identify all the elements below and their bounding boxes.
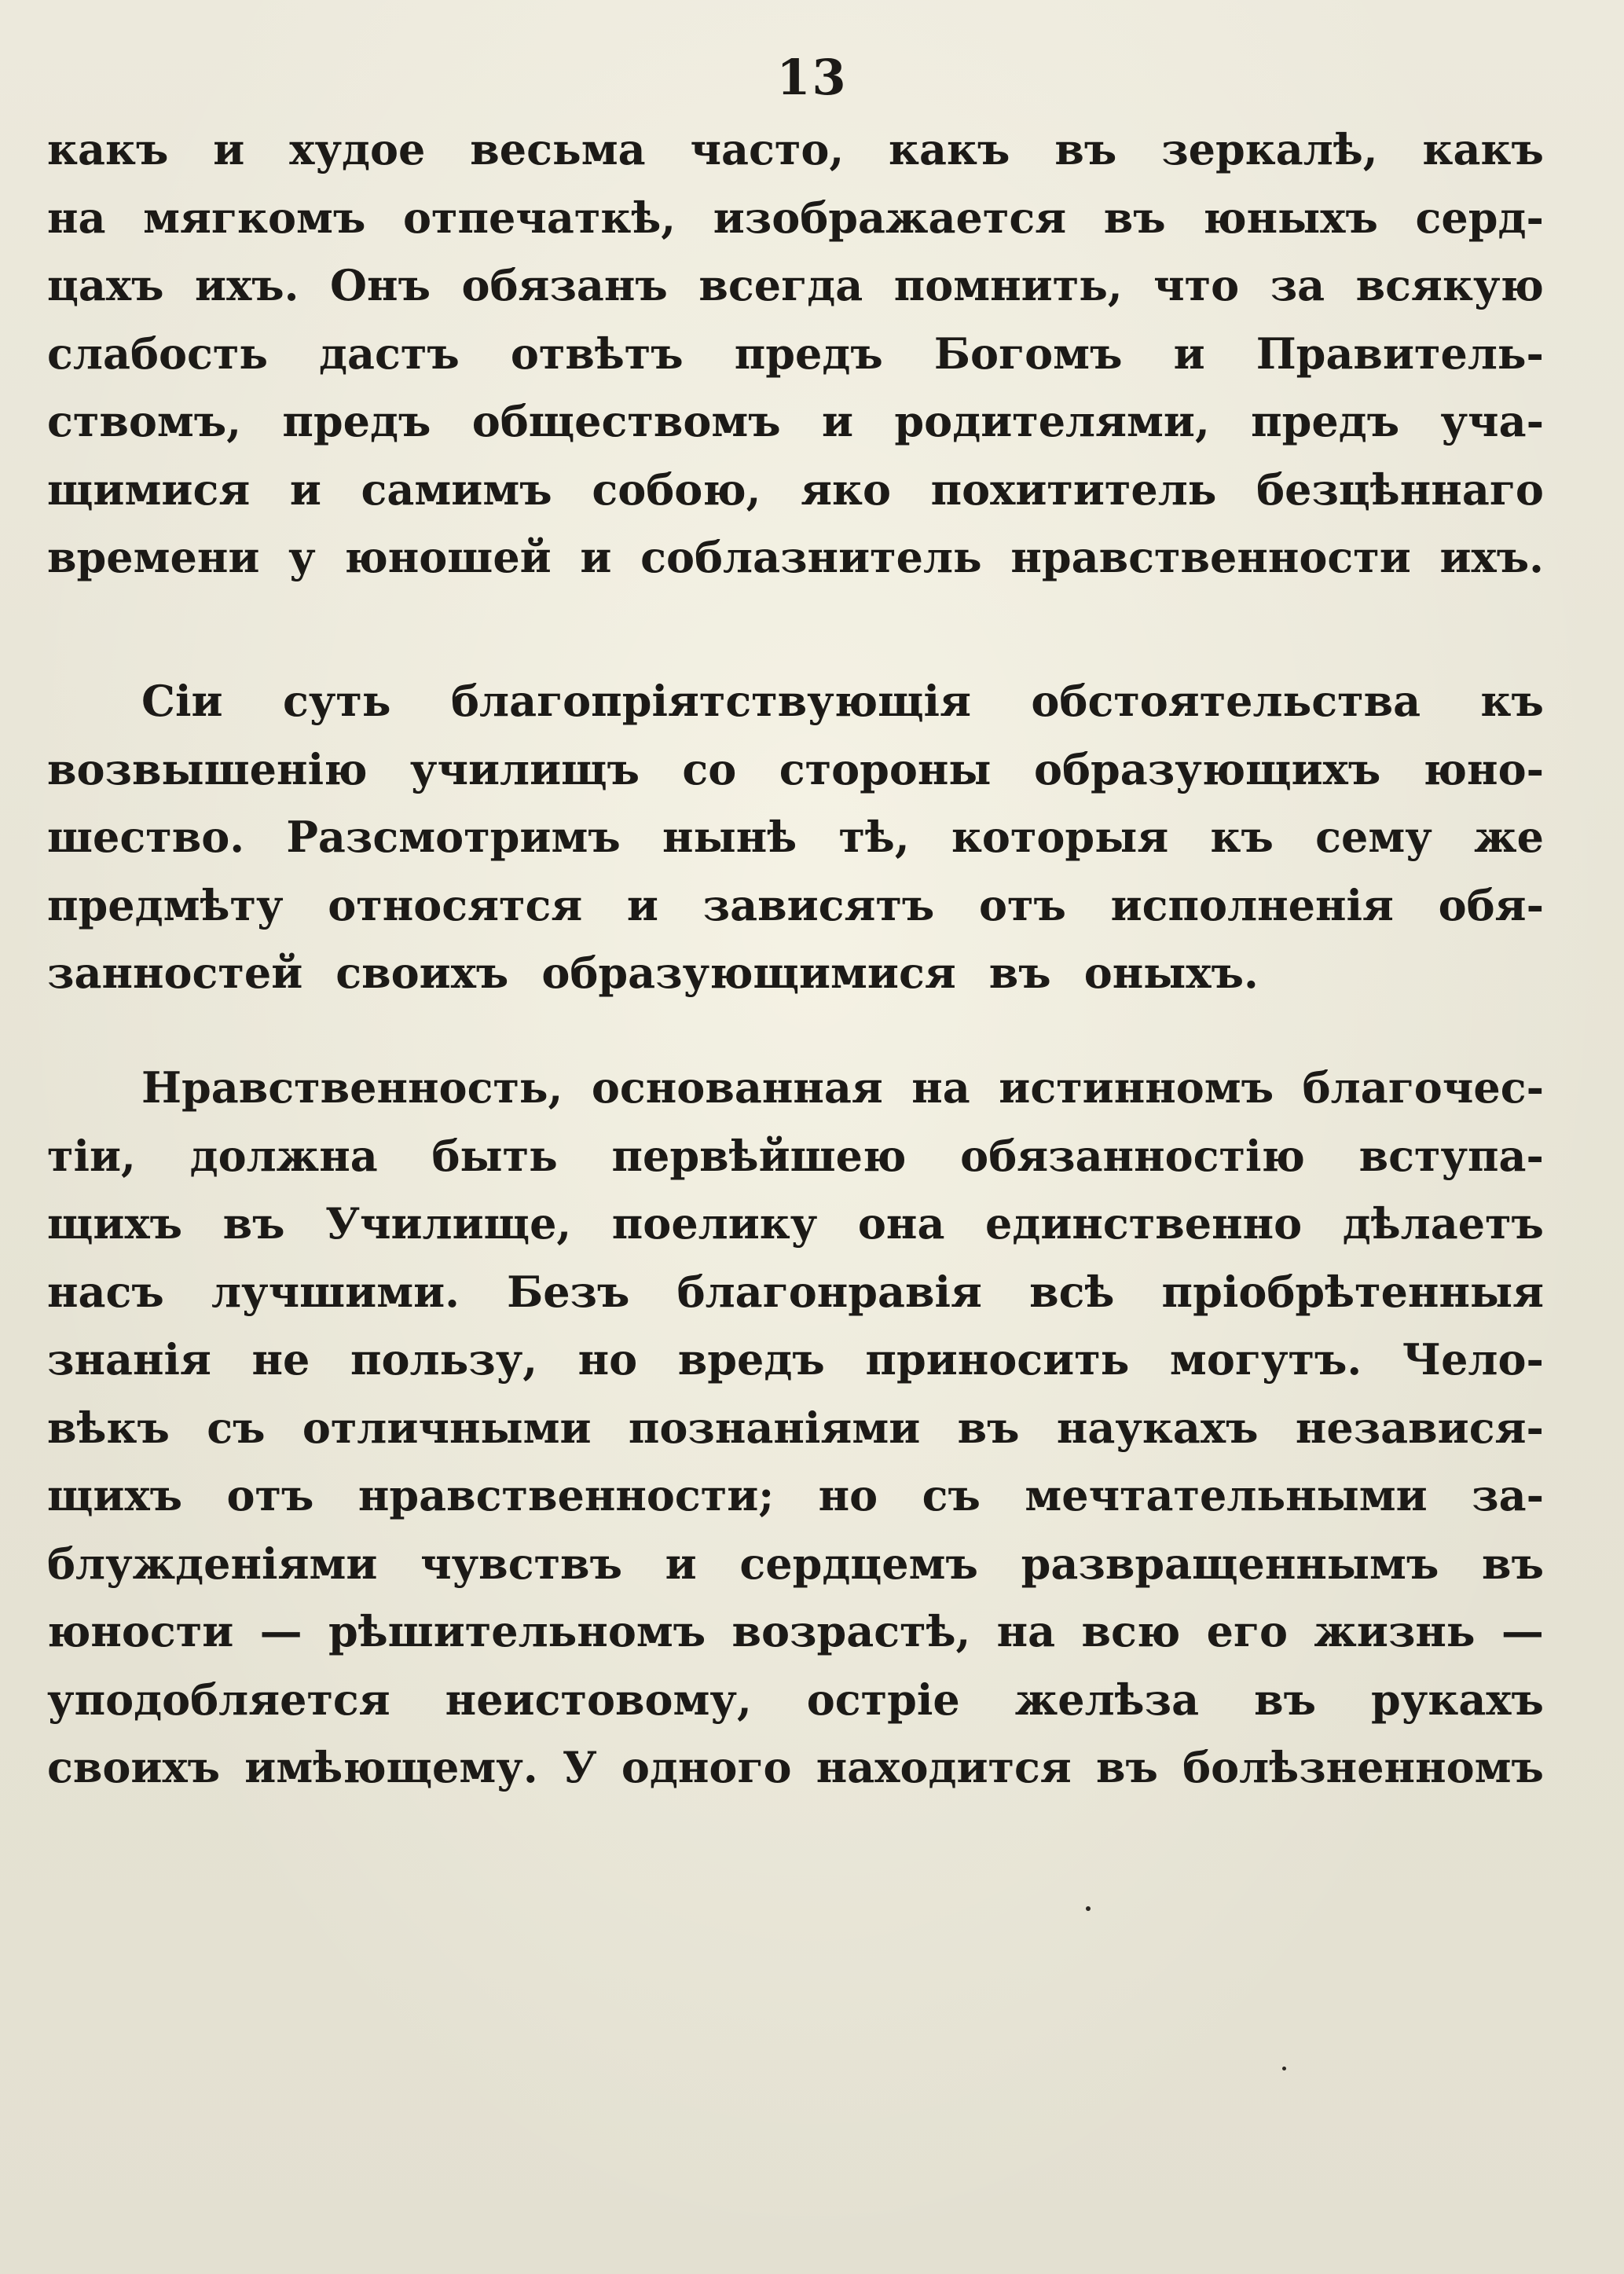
text-line: [47, 1131, 1544, 1199]
word: но: [818, 1470, 878, 1520]
word: юныхъ: [1203, 192, 1378, 243]
word: обстоятельства: [1031, 676, 1421, 726]
word: уча-: [1440, 396, 1544, 446]
word: къ: [1480, 676, 1544, 726]
word: жизнь: [1314, 1606, 1476, 1656]
word: часто,: [690, 124, 845, 174]
word: всю: [1081, 1606, 1181, 1656]
word: своихъ: [335, 948, 509, 998]
word: отпечаткѣ,: [402, 192, 676, 243]
word: юности: [47, 1606, 234, 1656]
word: независя-: [1295, 1402, 1544, 1453]
word: сердцемъ: [739, 1538, 978, 1589]
text-line: [47, 532, 1544, 600]
word: тіи,: [47, 1130, 136, 1181]
word: къ: [1210, 812, 1274, 862]
ink-speck: [1086, 1906, 1091, 1911]
text-line: [47, 1470, 1544, 1539]
text-line: [47, 1198, 1544, 1267]
word: Богомъ: [933, 328, 1123, 379]
word: предъ: [282, 396, 431, 446]
word: слабость: [47, 328, 268, 379]
word: которыя: [951, 812, 1169, 862]
word: развращеннымъ: [1021, 1538, 1439, 1589]
word: обязанъ: [461, 260, 668, 310]
word: шество.: [47, 812, 245, 862]
word: изображается: [713, 192, 1067, 243]
text-line: [47, 812, 1544, 880]
paragraph-3: [47, 1062, 1544, 1810]
word: желѣза: [1014, 1674, 1200, 1725]
word: образующимися: [541, 948, 956, 998]
word: истинномъ: [999, 1062, 1274, 1113]
word: въ: [1054, 124, 1117, 174]
word: въ: [1103, 192, 1166, 243]
word: въ: [1254, 1674, 1317, 1725]
word: рѣшительномъ: [328, 1606, 706, 1656]
word: отъ: [979, 879, 1066, 930]
text-line: [47, 744, 1544, 812]
word: вступа-: [1358, 1130, 1544, 1181]
text-line: [47, 880, 1544, 948]
paragraph-2: [47, 676, 1544, 1016]
word: помнить,: [893, 260, 1123, 310]
text-line: [47, 328, 1544, 397]
word: рукахъ: [1371, 1674, 1544, 1725]
word: нравственности: [1010, 532, 1411, 582]
word: отвѣтъ: [510, 328, 684, 379]
word: пользу,: [350, 1334, 538, 1385]
word: Разсмотримъ: [286, 812, 621, 862]
text-line: [47, 1606, 1544, 1674]
word: всегда: [698, 260, 863, 310]
word: мечтательными: [1025, 1470, 1428, 1520]
word: безцѣннаго: [1256, 464, 1544, 515]
word: У: [562, 1742, 597, 1792]
word: за: [1270, 260, 1325, 310]
text-line: [47, 1403, 1544, 1471]
word: знанія: [47, 1334, 211, 1385]
word: на: [911, 1062, 970, 1113]
word: и: [822, 396, 854, 446]
word: щихъ: [47, 1470, 183, 1520]
word: и: [580, 532, 612, 582]
word: предъ: [734, 328, 883, 379]
word: —: [259, 1606, 302, 1656]
word: она: [857, 1198, 945, 1249]
paragraph-1: [47, 124, 1544, 600]
word: яко: [801, 464, 891, 515]
word: какъ: [47, 124, 169, 174]
word: стороны: [779, 743, 992, 794]
word: занностей: [47, 948, 303, 998]
word: одного: [621, 1742, 792, 1792]
word: за-: [1472, 1470, 1544, 1520]
word: родителями,: [894, 396, 1210, 446]
word: уподобляется: [47, 1674, 390, 1725]
word: щимися: [47, 464, 251, 515]
text-line: [47, 124, 1544, 193]
word: дѣлаетъ: [1342, 1198, 1544, 1249]
word: обязанностію: [960, 1130, 1305, 1181]
word: Сіи: [141, 676, 223, 726]
word: его: [1206, 1606, 1289, 1656]
word: имѣющему.: [244, 1742, 538, 1792]
word: же: [1474, 812, 1544, 862]
word: съ: [922, 1470, 981, 1520]
word: Чело-: [1402, 1334, 1544, 1385]
text-line: [47, 464, 1544, 533]
word: возрастѣ,: [731, 1606, 971, 1656]
word: насъ: [47, 1266, 164, 1317]
text-line: [47, 193, 1544, 261]
word: ствомъ,: [47, 396, 242, 446]
word: училищъ: [409, 743, 640, 794]
word: на: [996, 1606, 1056, 1656]
word: оныхъ.: [1083, 948, 1259, 998]
word: не: [251, 1334, 310, 1385]
word: мягкомъ: [143, 192, 366, 243]
page-number: 13: [776, 49, 848, 106]
text-line: [47, 1539, 1544, 1607]
word: ихъ.: [195, 260, 299, 310]
word: отличными: [302, 1402, 592, 1453]
word: возвышенію: [47, 743, 368, 794]
word: что: [1153, 260, 1240, 310]
word: основанная: [591, 1062, 883, 1113]
word: должна: [189, 1130, 378, 1181]
word: познаніями: [628, 1402, 921, 1453]
word: обя-: [1438, 879, 1544, 930]
word: какъ: [889, 124, 1010, 174]
word: относятся: [328, 879, 583, 930]
word: юно-: [1423, 743, 1544, 794]
word: зеркалѣ,: [1161, 124, 1378, 174]
word: и: [626, 879, 658, 930]
word: Нравственность,: [141, 1062, 563, 1113]
text-line: [47, 948, 1544, 1016]
text-line: [47, 676, 1544, 744]
word: находится: [816, 1742, 1072, 1792]
word: похититель: [930, 464, 1217, 515]
word: Правитель-: [1256, 328, 1544, 379]
word: зависятъ: [702, 879, 935, 930]
word: наукахъ: [1056, 1402, 1259, 1453]
word: и: [213, 124, 245, 174]
word: быть: [431, 1130, 558, 1181]
word: приносить: [865, 1334, 1130, 1385]
word: всѣ: [1029, 1266, 1115, 1317]
word: на: [47, 192, 106, 243]
word: и: [665, 1538, 697, 1589]
word: образующихъ: [1033, 743, 1381, 794]
word: самимъ: [361, 464, 552, 515]
word: цахъ: [47, 260, 164, 310]
text-line: [47, 1674, 1544, 1743]
word: ихъ.: [1439, 532, 1544, 582]
word: болѣзненномъ: [1182, 1742, 1544, 1792]
word: юношей: [344, 532, 552, 582]
word: неистовому,: [445, 1674, 752, 1725]
word: сему: [1315, 812, 1432, 862]
word: вѣкъ: [47, 1402, 170, 1453]
word: могутъ.: [1169, 1334, 1362, 1385]
word: чувствъ: [420, 1538, 622, 1589]
text-line: [47, 260, 1544, 328]
word: дастъ: [319, 328, 460, 379]
word: единственно: [984, 1198, 1303, 1249]
word: остріе: [806, 1674, 960, 1725]
word: въ: [1482, 1538, 1544, 1589]
word: благочес-: [1302, 1062, 1544, 1113]
word: лучшими.: [211, 1266, 460, 1317]
word: со: [682, 743, 737, 794]
word: исполненія: [1110, 879, 1394, 930]
word: въ: [957, 1402, 1020, 1453]
word: въ: [1095, 1742, 1158, 1792]
word: собою,: [592, 464, 761, 515]
word: но: [577, 1334, 638, 1385]
word: съ: [207, 1402, 266, 1453]
word: первѣйшею: [611, 1130, 907, 1181]
text-line: [47, 1267, 1544, 1335]
word: и: [1173, 328, 1205, 379]
word: весьма: [470, 124, 646, 174]
word: въ: [988, 948, 1051, 998]
word: суть: [282, 676, 391, 726]
word: у: [288, 532, 316, 582]
word: серд-: [1415, 192, 1544, 243]
word: отъ: [226, 1470, 314, 1520]
word: времени: [47, 532, 260, 582]
word: блужденіями: [47, 1538, 378, 1589]
word: благопріятствующія: [450, 676, 971, 726]
word: нравственности;: [357, 1470, 775, 1520]
word: —: [1501, 1606, 1544, 1656]
word: пріобрѣтенныя: [1161, 1266, 1544, 1317]
word: обществомъ: [471, 396, 781, 446]
word: Училище,: [325, 1198, 572, 1249]
word: соблазнитель: [640, 532, 982, 582]
word: щихъ: [47, 1198, 183, 1249]
ink-speck: [1282, 2067, 1286, 2070]
word: и: [289, 464, 321, 515]
word: тѣ,: [838, 812, 910, 862]
word: худое: [289, 124, 426, 174]
word: своихъ: [47, 1742, 221, 1792]
word: предъ: [1251, 396, 1400, 446]
word: поелику: [611, 1198, 818, 1249]
word: какъ: [1422, 124, 1544, 174]
word: Онъ: [330, 260, 431, 310]
word: вредъ: [677, 1334, 825, 1385]
word: всякую: [1355, 260, 1544, 310]
text-line: [47, 1062, 1544, 1131]
text-line: [47, 396, 1544, 464]
word: предмѣту: [47, 879, 284, 930]
word: благонравія: [676, 1266, 982, 1317]
word: Безъ: [507, 1266, 630, 1317]
word: нынѣ: [662, 812, 797, 862]
text-line: [47, 1334, 1544, 1403]
word: въ: [222, 1198, 285, 1249]
text-line: [47, 1742, 1544, 1810]
